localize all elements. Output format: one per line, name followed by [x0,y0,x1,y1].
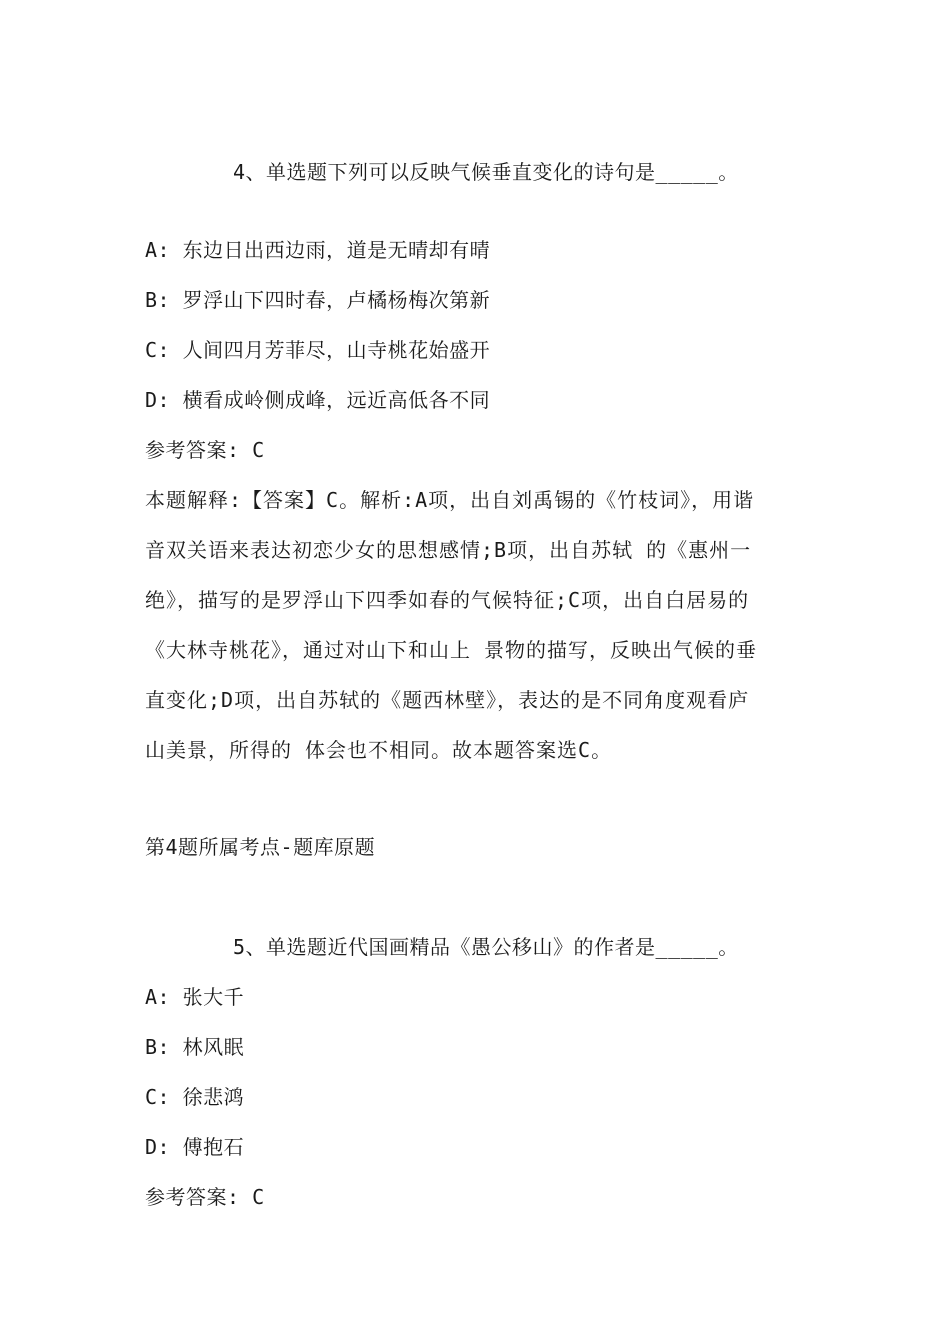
question-4-stem: 4、单选题下列可以反映气候垂直变化的诗句是_____。 [233,160,739,184]
question-4-explanation-line-6: 山美景，所得的 体会也不相同。故本题答案选C。 [145,738,613,762]
question-4-explanation-line-5: 直变化;D项，出自苏轼的《题西林壁》，表达的是不同角度观看庐 [145,688,750,712]
question-4-option-d: D: 横看成岭侧成峰，远近高低各不同 [145,388,491,412]
question-5-stem: 5、单选题近代国画精品《愚公移山》的作者是_____。 [233,935,739,959]
question-4-explanation-line-2: 音双关语来表达初恋少女的思想感情;B项，出自苏轼 的《惠州一 [145,538,752,562]
question-5-option-b: B: 林风眠 [145,1035,245,1059]
question-5-option-a: A: 张大千 [145,985,245,1009]
question-4-option-a: A: 东边日出西边雨，道是无晴却有晴 [145,238,491,262]
question-4-explanation-line-3: 绝》，描写的是罗浮山下四季如春的气候特征;C项，出自白居易的 [145,588,750,612]
question-4-option-b: B: 罗浮山下四时春，卢橘杨梅次第新 [145,288,491,312]
question-4-answer: 参考答案: C [145,438,265,462]
question-4-explanation-line-4: 《大林寺桃花》，通过对山下和山上 景物的描写，反映出气候的垂 [145,638,758,662]
question-4-option-c: C: 人间四月芳菲尽，山寺桃花始盛开 [145,338,491,362]
question-5-answer: 参考答案: C [145,1185,265,1209]
question-5-option-c: C: 徐悲鸿 [145,1085,245,1109]
question-4-explanation-line-1: 本题解释:【答案】C。解析:A项，出自刘禹锡的《竹枝词》，用谐 [145,488,755,512]
question-5-option-d: D: 傅抱石 [145,1135,245,1159]
question-4-topic: 第4题所属考点-题库原题 [145,835,376,859]
